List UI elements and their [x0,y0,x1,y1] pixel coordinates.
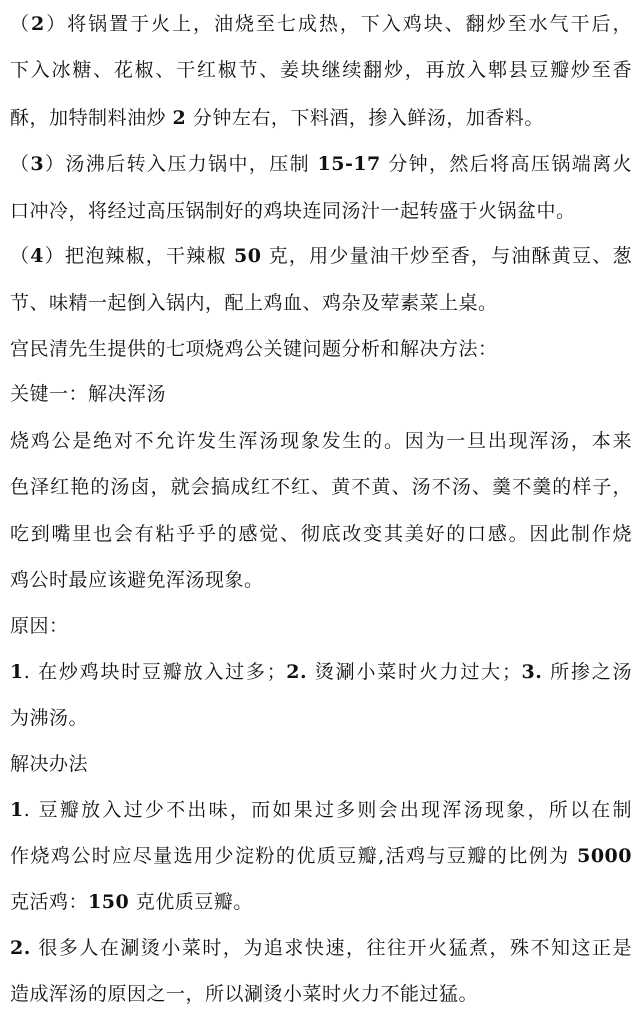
text-line [10,566,632,594]
text-span: 烫涮小菜时火力过大； [307,661,522,683]
list-number: 2. [10,937,31,959]
text-span: 造成浑汤的原因之一，所以涮烫小菜时火力不能过猛。 [10,983,479,1005]
bold-number: 15-17 [317,153,381,175]
text-span: 解决办法 [10,753,89,775]
text-span: 分钟左右，下料酒，掺入鲜汤，加香料。 [186,107,544,129]
text-line [10,197,632,225]
text-line [10,842,632,870]
step-number: 2 [30,13,45,35]
text-span: （ [10,13,31,35]
text-span: 酥，加特制料油炒 [10,107,173,129]
text-span: 烧鸡公是绝对不允许发生浑汤现象发生的。因为一旦出现浑汤，本来 [10,430,632,452]
text-span: 下入冰糖、花椒、干红椒节、姜块继续翻炒，再放入郫县豆瓣炒至香 [10,59,632,81]
text-line [10,934,632,962]
text-line [10,658,632,686]
section-heading [10,612,632,640]
text-line [10,242,632,270]
bold-number: 150 [88,891,130,913]
text-span: 色泽红艳的汤卤，就会搞成红不红、黄不黄、汤不汤、羹不羹的样子， [10,476,632,498]
text-line [10,473,632,501]
list-number: 1 [10,661,24,683]
step-number: 3 [30,153,45,175]
text-span: ）把泡辣椒，干辣椒 [43,245,234,267]
step-number: 4 [30,245,44,267]
list-number: 3. [521,661,543,683]
text-span: . 豆瓣放入过少不出味，而如果过多则会出现浑汤现象，所以在制 [23,799,632,821]
text-line [10,427,632,455]
text-span: 所掺之汤 [542,661,632,683]
text-line [10,796,632,824]
text-line [10,980,632,1008]
text-line [10,10,632,38]
text-line [10,104,632,132]
bold-number: 5000 [577,845,632,867]
text-span: 克优质豆瓣。 [129,891,253,913]
text-span: 原因： [10,615,69,637]
list-number: 1 [10,799,24,821]
text-span: 很多人在涮烫小菜时，为追求快速，往往开火猛煮，殊不知这正是 [30,937,632,959]
text-span: . 在炒鸡块时豆瓣放入过多； [23,661,287,683]
text-line [10,150,632,178]
text-span: 吃到嘴里也会有粘乎乎的感觉、彻底改变其美好的口感。因此制作烧 [10,523,632,545]
text-span: 口冲冷，将经过高压锅制好的鸡块连同汤汁一起转盛于火锅盆中。 [10,200,576,222]
text-span: （ [10,245,31,267]
text-span: 分钟，然后将高压锅端离火 [380,153,632,175]
text-span: 宫民清先生提供的七项烧鸡公关键问题分析和解决方法： [10,338,498,360]
text-line [10,520,632,548]
text-span: 为沸汤。 [10,707,89,729]
bold-number: 2 [172,107,187,129]
text-line [10,56,632,84]
list-number: 2. [286,661,308,683]
section-heading [10,750,632,778]
text-line [10,888,632,916]
text-span: ）将锅置于火上，油烧至七成热，下入鸡块、翻炒至水气干后， [44,13,632,35]
text-line [10,289,632,317]
text-span: 克，用少量油干炒至香，与油酥黄豆、葱 [261,245,632,267]
text-span: 节、味精一起倒入锅内，配上鸡血、鸡杂及荤素菜上桌。 [10,292,498,314]
text-span: 作烧鸡公时应尽量选用少淀粉的优质豆瓣,活鸡与豆瓣的比例为 [10,845,578,867]
text-span: 克活鸡： [10,891,89,913]
text-span: （ [10,153,31,175]
text-line [10,704,632,732]
text-span: ）汤沸后转入压力锅中，压制 [44,153,318,175]
section-heading [10,380,632,408]
bold-number: 50 [233,245,262,267]
text-span: 关键一：解决浑汤 [10,383,167,405]
text-span: 鸡公时最应该避免浑汤现象。 [10,569,264,591]
text-line [10,335,632,363]
